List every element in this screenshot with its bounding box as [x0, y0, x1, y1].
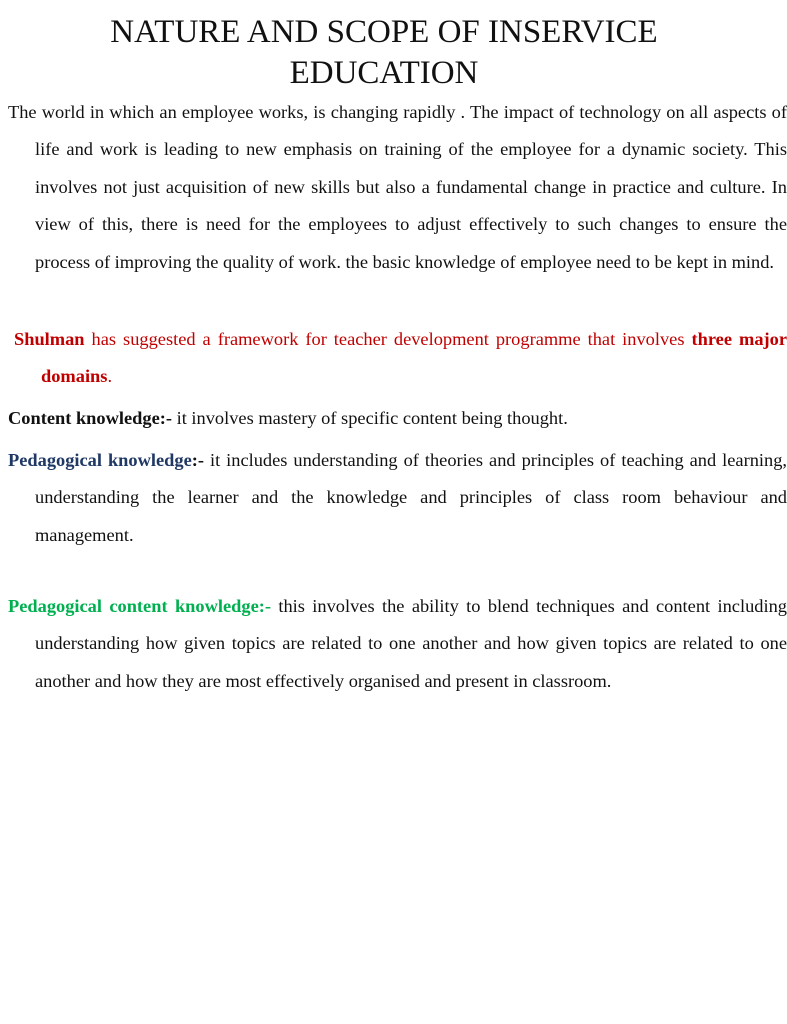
- pedagogical-knowledge-paragraph: [8, 442, 787, 554]
- pedagogical-content-knowledge-term: Pedagogical content knowledge:-: [8, 596, 271, 616]
- shulman-paragraph: [14, 321, 787, 396]
- content-knowledge-text: it involves mastery of specific content being thought.: [176, 408, 568, 428]
- title-line-1: NATURE AND SCOPE OF INSERVICE: [110, 14, 658, 50]
- pedagogical-knowledge-term: Pedagogical knowledge: [8, 450, 192, 470]
- pedagogical-content-knowledge-text: this involves the ability to blend techniques and content including understanding how given topics are related to one another and how given topics are related to one another and how they are most effectively organised and present in classroom.: [35, 596, 787, 691]
- title-line-2: EDUCATION: [289, 55, 479, 91]
- content-knowledge-separator: :-: [159, 408, 177, 428]
- intro-paragraph: The world in which an employee works, is changing rapidly . The impact of technology on all aspects of life and work is leading to new emphasis on training of the employee for a dynamic society. This involves not just acquisition of new skills but also a fundamental change in practice and culture. In view of this, there is need for the employees to adjust effectively to such changes to ensure the process of improving the quality of work. the basic knowledge of employee need to be kept in mind.: [8, 102, 787, 272]
- shulman-text: has suggested a framework for teacher development programme that involves: [84, 329, 692, 349]
- shulman-end: .: [107, 366, 113, 387]
- pedagogical-content-knowledge-paragraph: [8, 588, 787, 700]
- pedagogical-knowledge-text: it includes understanding of theories and principles of teaching and learning, understanding the learner and the knowledge and principles of class room behaviour and management.: [35, 450, 787, 545]
- pedagogical-knowledge-separator: :-: [191, 450, 210, 470]
- content-knowledge-paragraph: [8, 400, 787, 437]
- page-title: [0, 0, 768, 94]
- content-knowledge-term: Content knowledge: [8, 408, 160, 428]
- shulman-emphasis: three major domains: [41, 329, 787, 387]
- shulman-name: Shulman: [14, 329, 85, 349]
